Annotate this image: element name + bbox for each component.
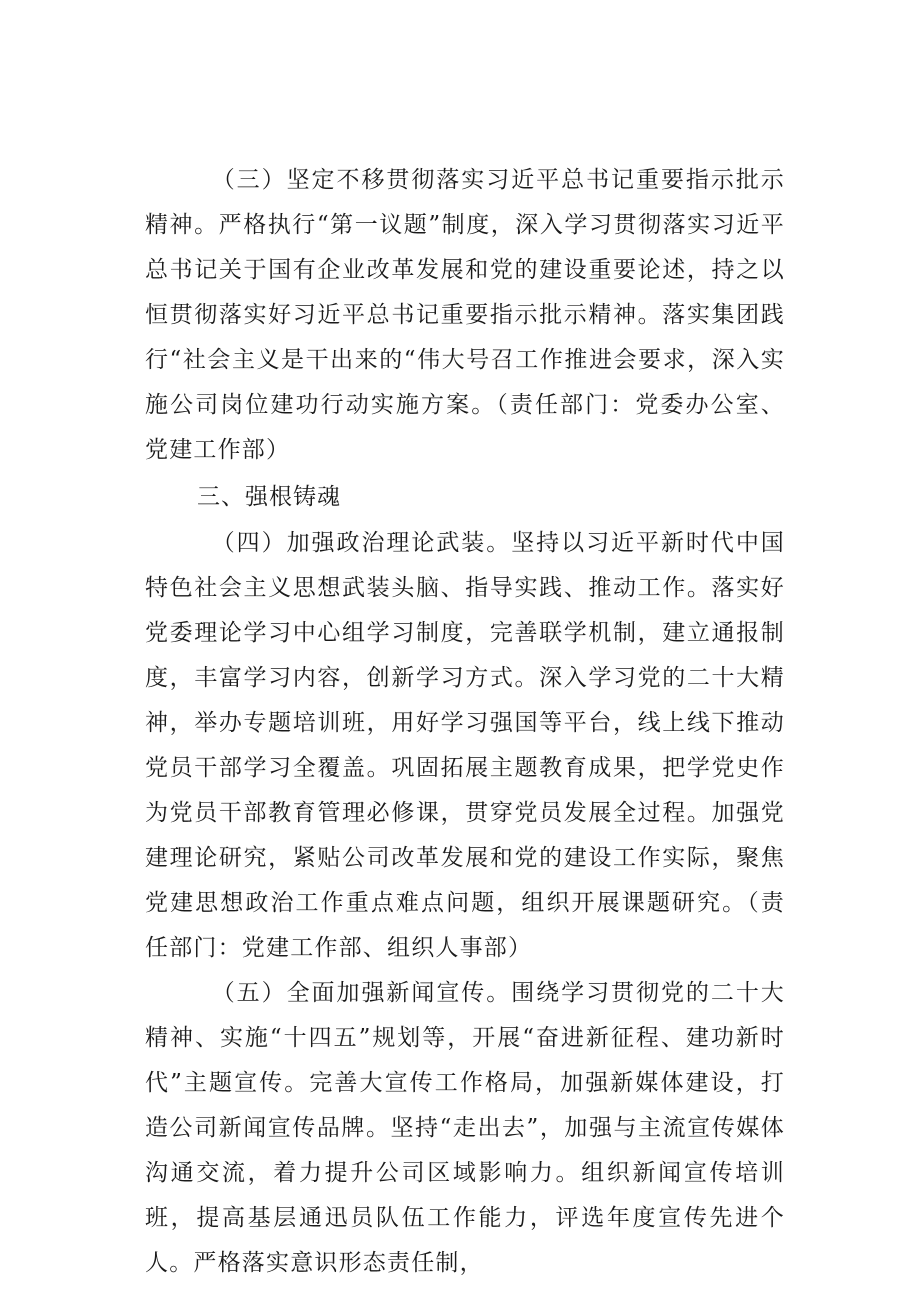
paragraph-section-4: （四）加强政治理论武装。坚持以习近平新时代中国特色社会主义思想武装头脑、指导实践、推动工作。落实好党委理论学习中心组学习制度，完善联学机制，建立通报制度，丰富学习内容，创新学习方式。深入学习党的二十大精神，举办专题培训班，用好学习强国等平台，线上线下推动党员干部学习全覆盖。巩固拓展主题教育成果，把学党史作为党员干部教育管理必修课，贯穿党员发展全过程。加强党建理论研究，紧贴公司改革发展和党的建设工作实际，聚焦党建思想政治工作重点难点问题，组织开展课题研究。（责任部门：党建工作部、组织人事部）	[145, 530, 785, 961]
paragraph-section-5: （五）全面加强新闻宣传。围绕学习贯彻党的二十大精神、实施“十四五”规划等，开展“奋进新征程、建功新时代”主题宣传。完善大宣传工作格局，加强新媒体建设，打造公司新闻宣传品牌。坚持“走出去”，加强与主流宣传媒体沟通交流，着力提升公司区域影响力。组织新闻宣传培训班，提高基层通迅员队伍工作能力，评选年度宣传先进个人。严格落实意识形态责任制，	[145, 980, 785, 1276]
document-body	[145, 158, 785, 1286]
paragraph-section-3: （三）坚定不移贯彻落实习近平总书记重要指示批示精神。严格执行“第一议题”制度，深入学习贯彻落实习近平总书记关于国有企业改革发展和党的建设重要论述，持之以恒贯彻落实好习近平总书记重要指示批示精神。落实集团践行“社会主义是干出来的“伟大号召工作推进会要求，深入实施公司岗位建功行动实施方案。（责任部门：党委办公室、党建工作部）	[145, 167, 785, 463]
section-heading-strengthen-roots: 三、强根铸魂	[197, 484, 341, 510]
